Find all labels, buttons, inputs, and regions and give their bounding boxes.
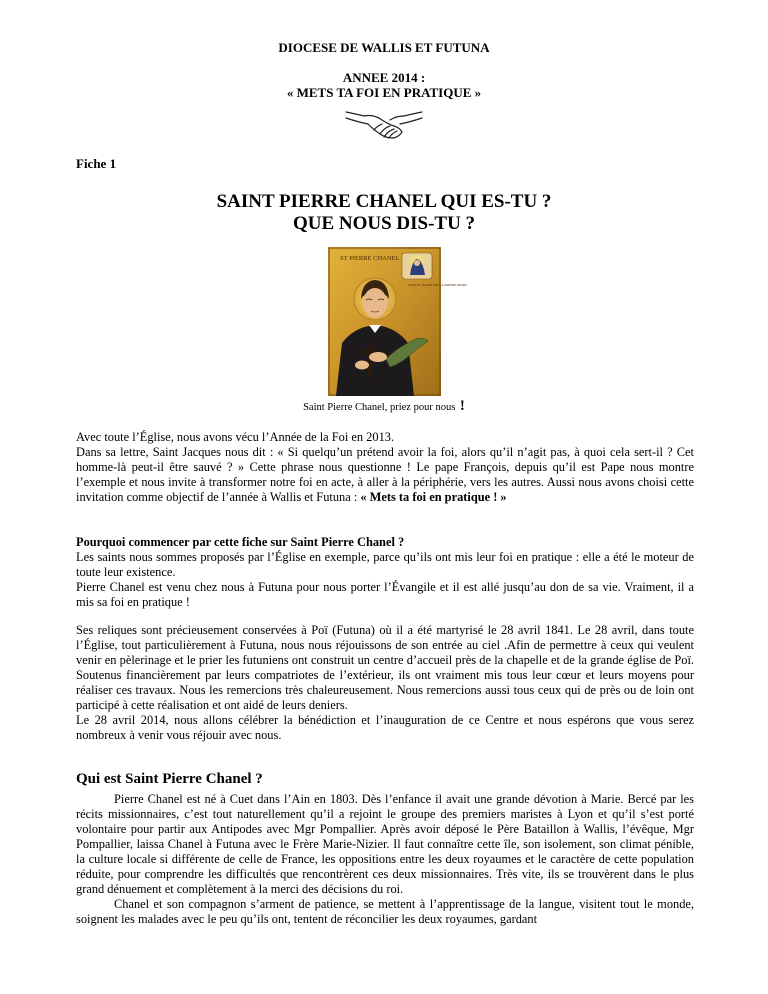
intro-emphasis: « Mets ta foi en pratique ! » — [360, 490, 507, 504]
year-heading: ANNEE 2014 : — [342, 70, 426, 85]
page-title-line-2: QUE NOUS DIS-TU ? — [292, 213, 476, 234]
who-paragraph-1: Pierre Chanel est né à Cuet dans l’Ain en 1803. Dès l’enfance il avait une grande dévotion à Marie. Bercé par les récits missionnaires, c’est tout naturellement qu’il a rejoint le groupe des premiers maristes à Lyon et qu’il s’est porté volontaire pour partir aux Antipodes avec Mgr Pompallier. Après avoir déposé le Père Bataillon à Wallis, l’évêque, Mgr Pompallier, laissa Chanel à Futuna avec le Frère Marie-Nizier. Il faut connaître cette île, son isolement, son climat pénible, la culture locale si différente de celle de France, les oppositions entre les deux royaumes et le caractère de cette population réduite, pour comprendre les difficultés que rencontrèrent ces deux missionnaires. Très vite, ils se trouvèrent dans le plus grand dénuement et complètement à la merci des décisions du roi. — [76, 792, 694, 896]
intro-line: Avec toute l’Église, nous avons vécu l’Année de la Foi en 2013. — [76, 430, 395, 444]
image-caption — [0, 398, 768, 415]
why-heading: Pourquoi commencer par cette fiche sur Saint Pierre Chanel ? — [76, 535, 405, 549]
who-paragraph-2: Chanel et son compagnon s’arment de patience, se mettent à l’apprentissage de la langue, visitent tout le monde, soignent les malades avec le peu qu’ils ont, tentent de réconcilier les deux royaumes, gardant — [76, 897, 694, 926]
icon-label-right: SAINTE MARIE DE LA BONNE MORT — [408, 283, 468, 287]
relics-section — [76, 623, 694, 743]
why-line-1: Les saints nous sommes proposés par l’Église en exemple, parce qu’ils ont mis leur foi en pratique : elle a été le moteur de toute leur existence. — [76, 550, 694, 579]
page-title-line-1: SAINT PIERRE CHANEL QUI ES-TU ? — [216, 191, 552, 212]
who-section — [76, 792, 694, 927]
intro-paragraph — [76, 430, 694, 505]
caption-mark: ! — [459, 398, 465, 414]
who-heading: Qui est Saint Pierre Chanel ? — [76, 771, 263, 787]
diocese-heading: DIOCESE DE WALLIS ET FUTUNA — [278, 40, 490, 55]
why-section — [76, 535, 694, 610]
relics-paragraph: Ses reliques sont précieusement conservées à Poï (Futuna) où il a été martyrisé le 28 avril 1841. Le 28 avril, dans toute l’Église, tout particulièrement à Futuna, nous nous réjouissons de son entrée au ciel .Afin de permettre à ceux qui veulent venir en pèlerinage et le prier les futuniens ont construit un centre d’accueil près de la chapelle et de la grande église de Poï. Soutenus financièrement par leurs compatriotes de l’extérieur, ils ont vraiment mis tous leur cœur et leurs moyens pour réaliser ces travaux. Nous les remercions très chaleureusement. Nous remercions aussi tous ceux qui de près ou de loin ont participé à cette réalisation et ont aidé de leurs deniers. — [76, 623, 694, 712]
relics-invitation: Le 28 avril 2014, nous allons célébrer la bénédiction et l’inauguration de ce Centre et nous espérons que vous serez nombreux à venir vous réjouir avec nous. — [76, 713, 694, 742]
virgin-mary-medallion — [402, 253, 432, 279]
saint-icon-image — [328, 247, 468, 396]
why-line-2: Pierre Chanel est venu chez nous à Futuna pour nous porter l’Évangile et il est allé jusqu’au don de sa vie. Vraiment, il a mis sa foi en pratique ! — [76, 580, 694, 609]
motto-heading: « METS TA FOI EN PRATIQUE » — [286, 85, 482, 100]
caption-text: Saint Pierre Chanel, priez pour nous — [303, 402, 456, 413]
fiche-label: Fiche 1 — [76, 156, 117, 171]
icon-label-left: ST PIERRE CHANEL — [340, 255, 400, 262]
handshake-icon — [344, 104, 424, 148]
intro-body: Dans sa lettre, Saint Jacques nous dit : « Si quelqu’un prétend avoir la foi, alors qu’il n’agit pas, à quoi cela sert-il ? Cet homme-là peut-il être sauvé ? » Cette phrase nous questionne ! Le pape François, depuis qu’il est Pape nous montre l’exemple et nous invite à transformer notre foi en acte, à aller à la périphérie, vers les autres. Aussi nous avons choisi cette invitation comme objectif de l’année à Wallis et Futuna : « Mets ta foi en pratique ! » — [76, 445, 694, 504]
